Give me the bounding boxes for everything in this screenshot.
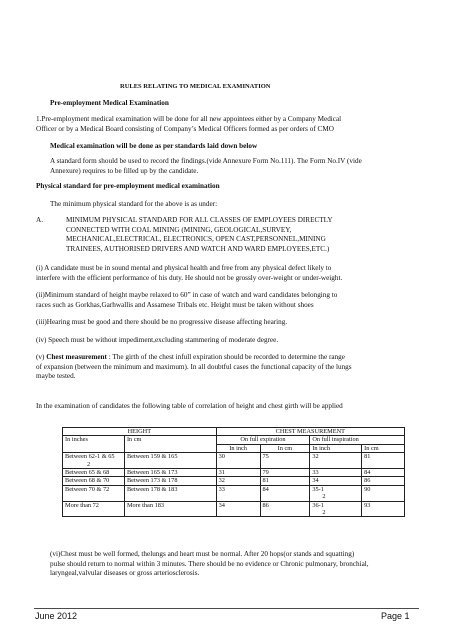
item-a-line-4: TRAINEES, AUTHORISED DRIVERS AND WATCH AND WARD EMPLOYEES,ETC.): [66, 244, 330, 253]
row-insp-cm: 86: [362, 477, 405, 485]
item-a-line-2: CONNECTED WITH COAL MINING (MINING, GEOLOGICAL,SURVEY,: [66, 225, 292, 234]
paragraph-2-line-2: Annexure) requires to be filled up by the candidate.: [50, 166, 199, 175]
chest-measurement-label: Chest measurement: [46, 353, 107, 361]
full-inspiration-header: On full inspiration: [310, 436, 405, 444]
row-insp-cm: 84: [362, 469, 405, 477]
row-insp-inch: 35-1 2: [310, 485, 362, 501]
item-v-rest: : The girth of the chest infull expiration should be recorded to determine the range: [106, 353, 345, 361]
row-cm: More than 183: [124, 501, 216, 517]
row-cm: Between 159 & 165: [124, 453, 216, 469]
row-exp-cm: 81: [260, 477, 310, 485]
item-vi-line-1: (vi)Chest must be well formed, thelungs and heart must be normal. After 20 hops(or stands and squatting): [50, 550, 355, 558]
row-cm: Between 165 & 173: [124, 469, 216, 477]
row-cm: Between 173 & 178: [124, 477, 216, 485]
item-ii-line-1: (ii)Minimum standard of height maybe relaxed to 60” in case of watch and ward candidates belonging to: [36, 291, 338, 299]
row-insp-inch: 34: [310, 477, 362, 485]
item-v-prefix: (v): [36, 353, 47, 361]
table-row: [63, 453, 405, 469]
item-a-label: A.: [36, 216, 43, 224]
item-v-line-2: of expansion (between the minimum and maximum). In all doubtful cases the functional capacity of the lungs: [36, 362, 352, 371]
item-iii: (iii)Hearing must be good and there should be no progressive disease affecting hearing.: [36, 318, 288, 326]
sub-in-inch-expiration: In inch: [216, 444, 260, 452]
row-exp-inch: 30: [216, 453, 260, 469]
row-exp-cm: 84: [260, 485, 310, 501]
pre-employment-heading: Pre-employment Medical Examination: [50, 99, 169, 107]
item-v-line-3: maybe tested.: [36, 372, 76, 381]
full-expiration-header: On full expiration: [216, 436, 310, 444]
physical-standard-heading: Physical standard for pre-employment medical examination: [36, 182, 220, 190]
sub-in-cm-expiration: In cm: [260, 444, 310, 452]
paragraph-1: [36, 115, 420, 134]
table-header-row-1: [63, 428, 405, 436]
item-a-line-3: MECHANICAL,ELECTRICAL, ELECTRONICS, OPEN CAST,PERSONNEL,MINING: [66, 235, 326, 244]
row-inches: More than 72: [63, 501, 125, 517]
table-row: [63, 469, 405, 477]
row-exp-inch: 34: [216, 501, 260, 517]
footer-divider: [34, 608, 419, 609]
row-exp-inch: 33: [216, 485, 260, 501]
footer-date: June 2012: [35, 611, 78, 621]
paragraph-1-line-1: 1.Pre-employment medical examination will be done for all new appointees either by a Company Medical: [36, 115, 342, 123]
header-height: HEIGHT: [63, 428, 217, 436]
paragraph-1-line-2: Officer or by a Medical Board consisting of Company’s Medical Officers formed as per orders of CMO: [36, 124, 334, 133]
item-ii-line-2: races such as Gorkhas,Garhwallis and Assamese Tribals etc. Height must be taken without shoes: [36, 300, 314, 309]
sub-in-inch-inspiration: In inch: [310, 444, 362, 452]
row-insp-inch: 33: [310, 469, 362, 477]
header-chest-measurement: CHEST MEASUREMENT: [216, 428, 404, 436]
item-a-line-1: MINIMUM PHYSICAL STANDARD FOR ALL CLASSES OF EMPLOYEES DIRECTLY: [66, 216, 333, 224]
row-exp-inch: 31: [216, 469, 260, 477]
item-iv: (iv) Speech must be without impediment,excluding stammering of moderate degree.: [36, 336, 279, 344]
item-vi-line-3: laryngeal,valvular diseases or gross arteriosclerosis.: [50, 569, 200, 578]
item-vi-line-2: pulse should return to normal within 3 minutes. There should be no evidence or Chronic pulmonary, bronchial,: [50, 559, 369, 568]
item-a-text: [66, 216, 420, 254]
paragraph-2: [50, 157, 422, 176]
item-v: [36, 353, 422, 382]
standards-heading: Medical examination will be done as per standards laid down below: [50, 142, 258, 150]
row-insp-cm: 93: [362, 501, 405, 517]
row-insp-inch: 32: [310, 453, 362, 469]
row-inches: Between 68 & 70: [63, 477, 125, 485]
paragraph-2-line-1: A standard form should be used to record the findings.(vide Annexure Form No.111). The Form No.IV (vide: [50, 157, 362, 165]
row-exp-cm: 86: [260, 501, 310, 517]
document-title: RULES RELATING TO MEDICAL EXAMINATION: [120, 83, 271, 90]
table-row: [63, 477, 405, 485]
row-cm: Between 178 & 183: [124, 485, 216, 501]
table-header-row-2: [63, 436, 405, 444]
col-inches-header: In inches: [63, 436, 125, 453]
row-insp-cm: 90: [362, 485, 405, 501]
row-inches: Between 70 & 72: [63, 485, 125, 501]
min-standard-intro: The minimum physical standard for the above is as under:: [50, 200, 218, 208]
row-insp-inch: 36-1 2: [310, 501, 362, 517]
table-intro: In the examination of candidates the following table of correlation of height and chest girth will be applied: [36, 402, 343, 410]
table-row: [63, 501, 405, 517]
row-insp-cm: 81: [362, 453, 405, 469]
item-vi: [50, 550, 420, 579]
table-row: [63, 485, 405, 501]
col-cm-header: In cm: [124, 436, 216, 453]
height-chest-table: [62, 427, 405, 517]
item-i-line-2: interfere with the efficient performance of his duty. He should not be grossly over-weight or under-weight.: [36, 273, 343, 282]
item-ii: [36, 291, 422, 310]
item-i-line-1: (i) A candidate must be in sound mental and physical health and free from any physical defect likely to: [36, 264, 332, 272]
row-inches: Between 62-1 & 65 2: [63, 453, 125, 469]
footer-page-number: Page 1: [381, 611, 410, 621]
sub-in-cm-inspiration: In cm: [362, 444, 405, 452]
row-exp-cm: 79: [260, 469, 310, 477]
row-exp-cm: 75: [260, 453, 310, 469]
row-exp-inch: 32: [216, 477, 260, 485]
item-v-line-1: [36, 353, 422, 363]
item-i: [36, 264, 422, 283]
row-inches: Between 65 & 68: [63, 469, 125, 477]
